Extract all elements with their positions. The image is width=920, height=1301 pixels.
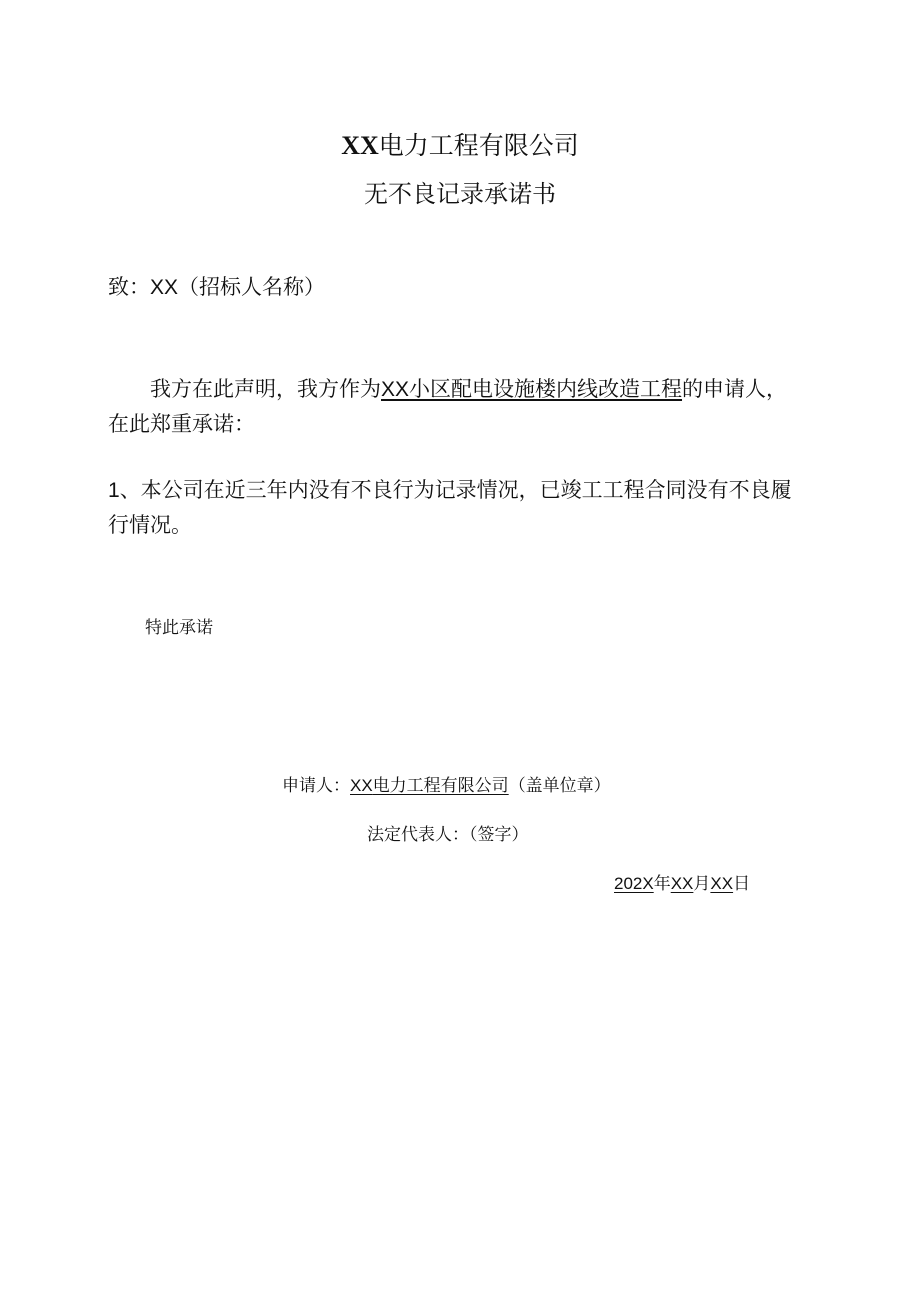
statement-paragraph: [108, 372, 828, 441]
legal-rep-label: 法定代表人：: [367, 825, 469, 845]
date-line: [614, 870, 750, 898]
legal-rep-line: [367, 821, 529, 849]
applicant-line: [282, 772, 611, 800]
statement-line-2: 在此郑重承诺：: [108, 412, 255, 436]
date-day: XX: [710, 874, 734, 893]
commitment-line-2: 行情况。: [108, 513, 192, 537]
company-title-rest: 电力工程有限公司: [378, 131, 579, 160]
legal-rep-note: （签字）: [469, 825, 529, 845]
recipient-line: [108, 271, 325, 304]
date-month: XX: [670, 874, 694, 893]
project-name-rest: 小区配电设施楼内线改造工程: [409, 377, 683, 401]
applicant-company-xx: XX: [350, 776, 373, 795]
commitment-paragraph: [108, 473, 828, 542]
recipient-prefix: 致：: [108, 275, 150, 299]
commitment-number: 1: [108, 479, 120, 502]
recipient-name: XX: [150, 276, 179, 299]
document-title: 无不良记录承诺书: [364, 180, 556, 208]
date-month-unit: 月: [693, 874, 711, 894]
applicant-company-rest: 电力工程有限公司: [372, 776, 509, 796]
company-title: [0, 128, 920, 164]
commitment-text: 、本公司在近三年内没有不良行为记录情况，已竣工工程合同没有不良履: [119, 478, 792, 502]
project-name-xx: XX: [381, 378, 410, 401]
company-title-xx: XX: [341, 131, 379, 160]
project-name: [381, 377, 682, 401]
applicant-label: 申请人：: [282, 776, 350, 796]
date-year: 202X: [614, 874, 654, 893]
statement-after: 的申请人，: [682, 377, 788, 401]
closing-text: 特此承诺: [145, 618, 213, 638]
recipient-note: （招标人名称）: [178, 275, 326, 299]
statement-before: 我方在此声明，我方作为: [150, 377, 381, 401]
date-year-unit: 年: [653, 874, 671, 894]
applicant-company: [350, 776, 509, 796]
date-day-unit: 日: [733, 874, 751, 894]
statement-line-1: [108, 372, 828, 407]
applicant-seal-note: （盖单位章）: [508, 776, 611, 796]
commitment-line-1: [108, 473, 828, 508]
